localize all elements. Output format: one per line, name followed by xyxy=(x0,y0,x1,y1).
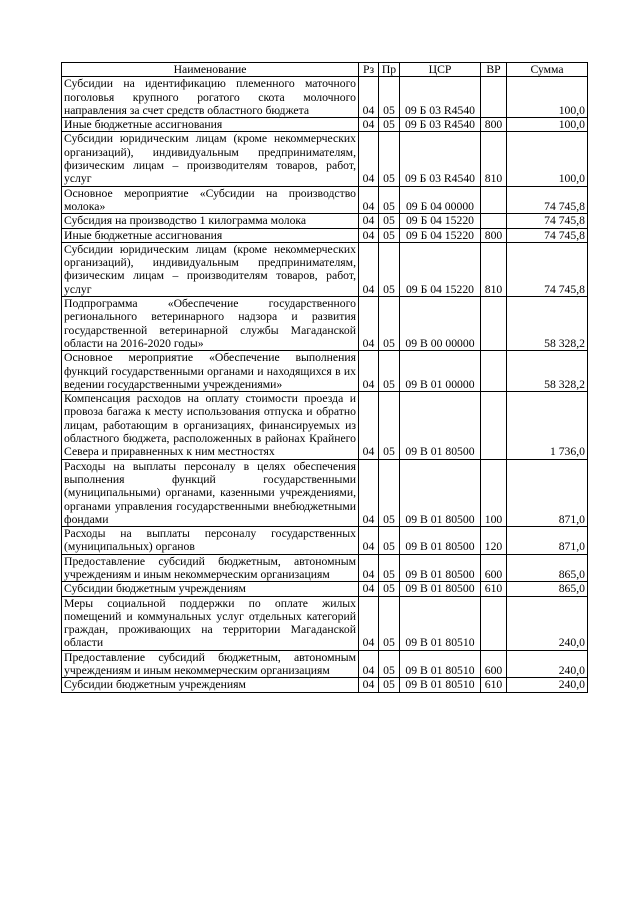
cell-vr: 810 xyxy=(481,242,507,296)
table-row xyxy=(62,650,588,678)
table-row xyxy=(62,118,588,132)
cell-sum: 871,0 xyxy=(507,459,588,526)
cell-pr: 05 xyxy=(379,582,400,596)
cell-sum: 74 745,8 xyxy=(507,228,588,242)
table-row xyxy=(62,77,588,118)
cell-vr: 100 xyxy=(481,459,507,526)
cell-csr: 09 В 01 80510 xyxy=(400,678,481,692)
cell-name: Расходы на выплаты персоналу государственных (муниципальных) органов xyxy=(62,527,359,555)
cell-pr: 05 xyxy=(379,351,400,392)
cell-vr: 610 xyxy=(481,582,507,596)
budget-table xyxy=(61,62,588,693)
cell-rz: 04 xyxy=(359,351,379,392)
cell-csr: 09 Б 04 00000 xyxy=(400,186,481,214)
cell-csr: 09 Б 04 15220 xyxy=(400,228,481,242)
cell-pr: 05 xyxy=(379,596,400,650)
cell-name: Предоставление субсидий бюджетным, автономным учреждениям и иным некоммерческим организациям xyxy=(62,650,359,678)
cell-vr: 600 xyxy=(481,554,507,582)
cell-pr: 05 xyxy=(379,678,400,692)
cell-sum: 865,0 xyxy=(507,582,588,596)
cell-rz: 04 xyxy=(359,459,379,526)
cell-rz: 04 xyxy=(359,596,379,650)
cell-name: Основное мероприятие «Субсидии на производство молока» xyxy=(62,186,359,214)
cell-csr: 09 Б 04 15220 xyxy=(400,242,481,296)
cell-rz: 04 xyxy=(359,678,379,692)
cell-rz: 04 xyxy=(359,228,379,242)
cell-rz: 04 xyxy=(359,582,379,596)
cell-sum: 240,0 xyxy=(507,596,588,650)
cell-sum: 240,0 xyxy=(507,678,588,692)
table-row xyxy=(62,132,588,186)
cell-sum: 74 745,8 xyxy=(507,242,588,296)
header-csr: ЦСР xyxy=(400,63,481,77)
header-sum: Сумма xyxy=(507,63,588,77)
cell-csr: 09 В 01 80510 xyxy=(400,596,481,650)
cell-rz: 04 xyxy=(359,297,379,351)
header-pr: Пр xyxy=(379,63,400,77)
cell-rz: 04 xyxy=(359,392,379,459)
cell-vr: 120 xyxy=(481,527,507,555)
cell-vr: 800 xyxy=(481,228,507,242)
cell-name: Расходы на выплаты персоналу в целях обеспечения выполнения функций государственными (муниципальными) органами, казенными учреждениями, органами управления государственными внебюджетными фондами xyxy=(62,459,359,526)
cell-vr: 600 xyxy=(481,650,507,678)
header-vr: ВР xyxy=(481,63,507,77)
cell-sum: 58 328,2 xyxy=(507,351,588,392)
cell-rz: 04 xyxy=(359,650,379,678)
cell-rz: 04 xyxy=(359,554,379,582)
cell-name: Субсидии юридическим лицам (кроме некоммерческих организаций), индивидуальным предпринимателям, физическим лицам – производителям товаров, работ, услуг xyxy=(62,242,359,296)
cell-sum: 1 736,0 xyxy=(507,392,588,459)
cell-csr: 09 В 01 00000 xyxy=(400,351,481,392)
cell-vr xyxy=(481,186,507,214)
cell-sum: 100,0 xyxy=(507,118,588,132)
table-header-row xyxy=(62,63,588,77)
cell-csr: 09 Б 03 R4540 xyxy=(400,118,481,132)
cell-pr: 05 xyxy=(379,118,400,132)
cell-sum: 100,0 xyxy=(507,132,588,186)
cell-name: Меры социальной поддержки по оплате жилых помещений и коммунальных услуг отдельных категорий граждан, проживающих на территории Магаданской области xyxy=(62,596,359,650)
cell-rz: 04 xyxy=(359,214,379,228)
table-row xyxy=(62,242,588,296)
cell-vr xyxy=(481,351,507,392)
cell-pr: 05 xyxy=(379,242,400,296)
cell-pr: 05 xyxy=(379,214,400,228)
header-name: Наименование xyxy=(62,63,359,77)
table-row xyxy=(62,214,588,228)
cell-csr: 09 В 01 80500 xyxy=(400,392,481,459)
cell-pr: 05 xyxy=(379,459,400,526)
table-row xyxy=(62,596,588,650)
cell-csr: 09 В 01 80500 xyxy=(400,554,481,582)
cell-sum: 74 745,8 xyxy=(507,214,588,228)
table-row xyxy=(62,351,588,392)
table-row xyxy=(62,297,588,351)
cell-name: Иные бюджетные ассигнования xyxy=(62,118,359,132)
cell-vr: 610 xyxy=(481,678,507,692)
cell-vr xyxy=(481,214,507,228)
cell-name: Субсидии бюджетным учреждениям xyxy=(62,582,359,596)
cell-vr: 800 xyxy=(481,118,507,132)
table-row xyxy=(62,527,588,555)
cell-sum: 58 328,2 xyxy=(507,297,588,351)
cell-pr: 05 xyxy=(379,132,400,186)
cell-rz: 04 xyxy=(359,132,379,186)
cell-name: Основное мероприятие «Обеспечение выполнения функций государственными органами и находящихся в их ведении государственными учреждениями» xyxy=(62,351,359,392)
cell-pr: 05 xyxy=(379,297,400,351)
cell-name: Субсидии юридическим лицам (кроме некоммерческих организаций), индивидуальным предпринимателям, физическим лицам – производителям товаров, работ, услуг xyxy=(62,132,359,186)
table-row xyxy=(62,228,588,242)
cell-sum: 865,0 xyxy=(507,554,588,582)
cell-csr: 09 В 01 80500 xyxy=(400,582,481,596)
table-row xyxy=(62,392,588,459)
cell-rz: 04 xyxy=(359,77,379,118)
table-row xyxy=(62,678,588,692)
cell-pr: 05 xyxy=(379,650,400,678)
table-row xyxy=(62,459,588,526)
cell-pr: 05 xyxy=(379,186,400,214)
cell-csr: 09 В 01 80510 xyxy=(400,650,481,678)
cell-name: Субсидия на производство 1 килограмма молока xyxy=(62,214,359,228)
cell-sum: 100,0 xyxy=(507,77,588,118)
cell-name: Субсидии бюджетным учреждениям xyxy=(62,678,359,692)
cell-name: Компенсация расходов на оплату стоимости проезда и провоза багажа к месту использования отпуска и обратно лицам, работающим в организациях, финансируемых из областного бюджета, расположенных в районах Крайнего Севера и приравненных к ним местностях xyxy=(62,392,359,459)
table-row xyxy=(62,582,588,596)
cell-sum: 74 745,8 xyxy=(507,186,588,214)
cell-vr xyxy=(481,392,507,459)
cell-csr: 09 Б 03 R4540 xyxy=(400,132,481,186)
cell-csr: 09 Б 04 15220 xyxy=(400,214,481,228)
cell-rz: 04 xyxy=(359,242,379,296)
cell-name: Иные бюджетные ассигнования xyxy=(62,228,359,242)
cell-rz: 04 xyxy=(359,186,379,214)
cell-pr: 05 xyxy=(379,392,400,459)
cell-rz: 04 xyxy=(359,118,379,132)
cell-pr: 05 xyxy=(379,554,400,582)
cell-sum: 240,0 xyxy=(507,650,588,678)
cell-pr: 05 xyxy=(379,228,400,242)
cell-csr: 09 Б 03 R4540 xyxy=(400,77,481,118)
cell-vr xyxy=(481,596,507,650)
cell-name: Подпрограмма «Обеспечение государственного регионального ветеринарного надзора и развития государственной ветеринарной службы Магаданской области на 2016-2020 годы» xyxy=(62,297,359,351)
cell-rz: 04 xyxy=(359,527,379,555)
header-rz: Рз xyxy=(359,63,379,77)
cell-csr: 09 В 01 80500 xyxy=(400,459,481,526)
table-row xyxy=(62,186,588,214)
table-row xyxy=(62,554,588,582)
cell-sum: 871,0 xyxy=(507,527,588,555)
cell-vr xyxy=(481,297,507,351)
cell-name: Субсидии на идентификацию племенного маточного поголовья крупного рогатого скота молочного направления за счет средств областного бюджета xyxy=(62,77,359,118)
cell-name: Предоставление субсидий бюджетным, автономным учреждениям и иным некоммерческим организациям xyxy=(62,554,359,582)
cell-pr: 05 xyxy=(379,77,400,118)
cell-csr: 09 В 00 00000 xyxy=(400,297,481,351)
cell-vr: 810 xyxy=(481,132,507,186)
cell-vr xyxy=(481,77,507,118)
cell-pr: 05 xyxy=(379,527,400,555)
cell-csr: 09 В 01 80500 xyxy=(400,527,481,555)
